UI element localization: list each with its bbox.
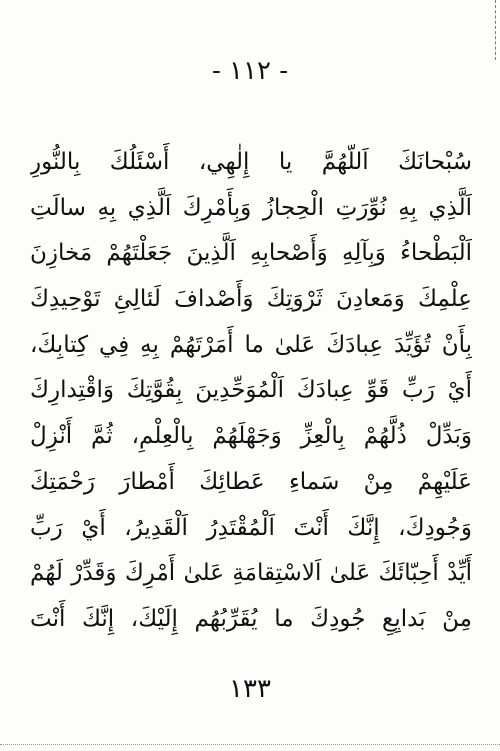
text-line-8: عَلَيْهِمْ مِنْ سَماءِ عَطائِكَ أَمْطارَ رَحْمَتِكَ: [30, 468, 472, 495]
page-edge-marks: [492, 0, 496, 60]
text-line-5: بِأَنْ تُؤَيِّدَ عِبادَكَ عَلىٰ ما أَمَرْتَهُمْ بِهِ فِي كِتابِكَ،: [30, 331, 472, 358]
text-line-11: مِنْ بَدايِعِ جُودِكَ ما يُقَرِّبُهُم إِلَيْكَ، إِنَّكَ أَنْتَ: [30, 605, 472, 632]
page-header-number: - ١١٢ -: [211, 56, 289, 86]
text-line-6: أَيْ رَبِّ قَوِّ عِبادَكَ اَلْمُوَحِّدِينَ بِقُوَّتِكَ وَاقْتِدارِكَ: [30, 377, 472, 404]
prayer-text: [30, 140, 472, 643]
text-line-7: وَبَدِّلْ ذُلَّهُمْ بِالْعِزِّ وَجَهْلَهُمْ بِالْعِلْمِ، ثُمَّ أَنْزِلْ: [30, 423, 472, 450]
text-line-1: سُبْحانَكَ اَللّهُمَّ يا إِلٰهِي، أَسْئَلُكَ بِالنُّورِ: [30, 149, 472, 175]
page-footer-number: ١٣٣: [229, 674, 271, 704]
page-bottom-edge: [0, 742, 500, 745]
text-line-9: وَجُودِكَ، إِنَّكَ أَنْتَ اَلْمُقْتَدِرُ اَلْقَدِيرُ، أَيْ رَبِّ: [30, 514, 472, 541]
text-line-4: عِلْمِكَ وَمَعادِنَ ثَرْوَتِكَ وَأَصْدافَ لَئالِئِ تَوْحِيدِكَ: [30, 286, 472, 313]
text-line-3: اَلْبَطْحاءُ وَبِآلِهِ وَأَصْحابِهِ اَلَّذِينَ جَعَلْتَهُمْ مَخازِنَ: [30, 240, 472, 267]
text-line-2: اَلَّذِي بِهِ نُوِّرَتِ الْحِجازُ وَبِأَمْرِكَ اَلَّذِي بِهِ سالَتِ: [30, 194, 472, 221]
text-line-10: أَيِّدْ أَحِبّائَكَ عَلىٰ اَلاسْتِقامَةِ عَلىٰ أَمْرِكَ وَقَدِّرْ لَهُمْ: [30, 560, 472, 587]
